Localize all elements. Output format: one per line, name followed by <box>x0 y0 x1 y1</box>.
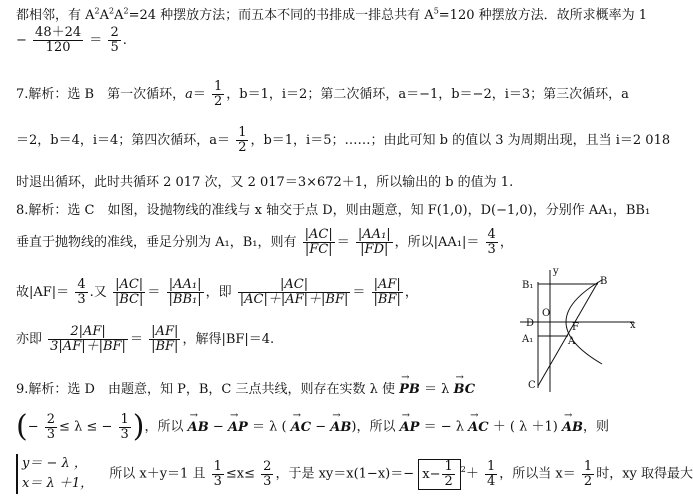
text-line-11: (− $\frac{2}{3}$ ≤ λ ≤ − $\frac{1}{3}$ )，所以 → AB − → AP ＝ λ ( → AC − → AB)，所以 → AP ＝ − λ → AC ＋ ( λ ＋1) → AB，则 <box>16 412 609 442</box>
text-line-2: − $\frac{48+24}{120}$ ＝ $\frac{2}{5}$ . <box>16 25 127 55</box>
vector-ac: → AC <box>291 420 311 435</box>
fraction: $\frac{1}{3}$ <box>120 411 129 442</box>
vector-ap: → AP <box>228 420 248 435</box>
label-f: F <box>572 322 579 333</box>
label-a1: A₁ <box>522 334 534 345</box>
fraction: $\frac{\text{|AA₁|}}{\text{|BB₁|}}$ <box>168 277 202 307</box>
label-b1: B₁ <box>522 280 534 291</box>
vector-bc: → BC <box>454 382 476 397</box>
text-line-10: 9.解析：选 D 由题意，知 P，B，C 三点共线，则存在实数 λ 使 → PB ＝ λ → BC <box>16 378 475 397</box>
fraction: $\frac{1}{2}$ <box>238 125 247 155</box>
fraction: $\frac{1}{2}$ <box>214 79 223 109</box>
label-a: A <box>568 336 576 347</box>
text-line-8: 故|AF|＝ $\frac{4}{3}$ .又 $\frac{|AC|}{|BC|}$ ＝ $\frac{\text{|AA₁|}}{\text{|BB₁|}}$ ，即 $\frac{|AC|}{|AC|+|AF|+|BF|}$ ＝ $\frac{|AF|}{|BF|}$ ， <box>16 277 418 307</box>
fraction: $\frac{1}{3}$ <box>213 458 222 489</box>
text-line-12: y＝ − λ ， x＝ λ ＋1， 所以 x＋y＝1 且 $\frac{1}{3}$ ≤x≤ $\frac{2}{3}$ ，于是 xy＝x(1−x)＝− x− $\frac{1}{2}$ $^2$＋ $\frac{1}{4}$ ，所以当 x＝ $\frac{1}{2}$ 时，xy 取得最大 <box>16 454 693 494</box>
vector-ab: → AB <box>188 420 209 435</box>
vector-ab: → AB <box>562 420 583 435</box>
text-line-1: 都相邻，有 $A^2A^2A^2=24$ 种摆放方法；而五本不同的书排成一排总共有 $A^5=120$ 种摆放方法．故所求概率为 1 <box>16 6 648 23</box>
label-c: C <box>528 380 536 391</box>
vector-ap: → AP <box>400 420 420 435</box>
text-line-7: 垂直于抛物线的准线，垂足分别为 A₁，B₁，则有 $\frac{|AC|}{|FC|}$ ＝ $\frac{\text{|AA₁|}}{|FD|}$ ，所以|AA₁|＝ $\frac{4}{3}$ ， <box>16 227 513 257</box>
vector-ac: → AC <box>468 420 488 435</box>
fraction: $\frac{2|AF|}{3|AF|+|BF|}$ <box>50 324 126 354</box>
vector-ab: → AB <box>330 420 351 435</box>
fraction: $\frac{1}{4}$ <box>487 458 496 489</box>
fraction: $\frac{4}{3}$ <box>487 227 496 257</box>
bracket-term: x− $\frac{1}{2}$ <box>418 459 461 490</box>
label-b: B <box>600 276 608 287</box>
parabola-figure <box>510 262 640 398</box>
fraction: $\frac{48+24}{120}$ <box>35 25 82 55</box>
vector-pb: → PB <box>399 382 420 397</box>
fraction: $\frac{\text{|AA₁|}}{|FD|}$ <box>357 227 391 257</box>
fraction: $\frac{1}{2}$ <box>583 458 593 489</box>
fraction: $\frac{|AC|}{|BC|}$ <box>114 277 144 307</box>
text-line-9: 亦即 $\frac{2|AF|}{3|AF|+|BF|}$ ＝ $\frac{|AF|}{|BF|}$ ，解得|BF|＝4. <box>16 324 275 354</box>
fraction: $\frac{|AF|}{|BF|}$ <box>373 277 401 307</box>
focal-chord <box>538 282 598 386</box>
fraction: $\frac{|AC|}{|AC|+|AF|+|BF|}$ <box>239 277 349 307</box>
label-y: y <box>553 266 559 277</box>
label-d: D <box>526 318 535 329</box>
text-line-5: 时退出循环，此时共循环 2 017 次，又 2 017＝3×672＋1，所以输出的 b 的值为 1. <box>16 175 514 190</box>
fraction: $\frac{|AF|}{|BF|}$ <box>151 324 179 354</box>
text-line-6: 8.解析：选 C 如图，设抛物线的准线与 x 轴交于点 D，则由题意，知 F(1,0)，D(−1,0)，分别作 AA₁，BB₁ <box>16 203 651 218</box>
text-line-3: 7.解析：选 B 第一次循环，a＝ $\frac{1}{2}$ ，b＝1，i＝2；第二次循环，a＝−1，b＝−2，i＝3；第三次循环，a <box>16 79 629 109</box>
fraction: $\frac{|AC|}{|FC|}$ <box>304 227 333 257</box>
equation-system: y＝ − λ ， x＝ λ ＋1， <box>16 454 93 494</box>
fraction: $\frac{2}{5}$ <box>110 25 119 55</box>
label-x: x <box>630 320 636 331</box>
fraction: $\frac{1}{2}$ <box>444 458 453 489</box>
text-line-4: ＝2，b＝4，i＝4；第四次循环，a＝ $\frac{1}{2}$ ，b＝1，i＝5；……；由此可知 b 的值以 3 为周期出现，且当 i＝2 018 <box>16 125 671 155</box>
fraction: $\frac{4}{3}$ <box>77 277 86 307</box>
label-o: O <box>542 308 551 319</box>
fraction: $\frac{2}{3}$ <box>46 411 56 442</box>
fraction: $\frac{2}{3}$ <box>263 458 272 489</box>
